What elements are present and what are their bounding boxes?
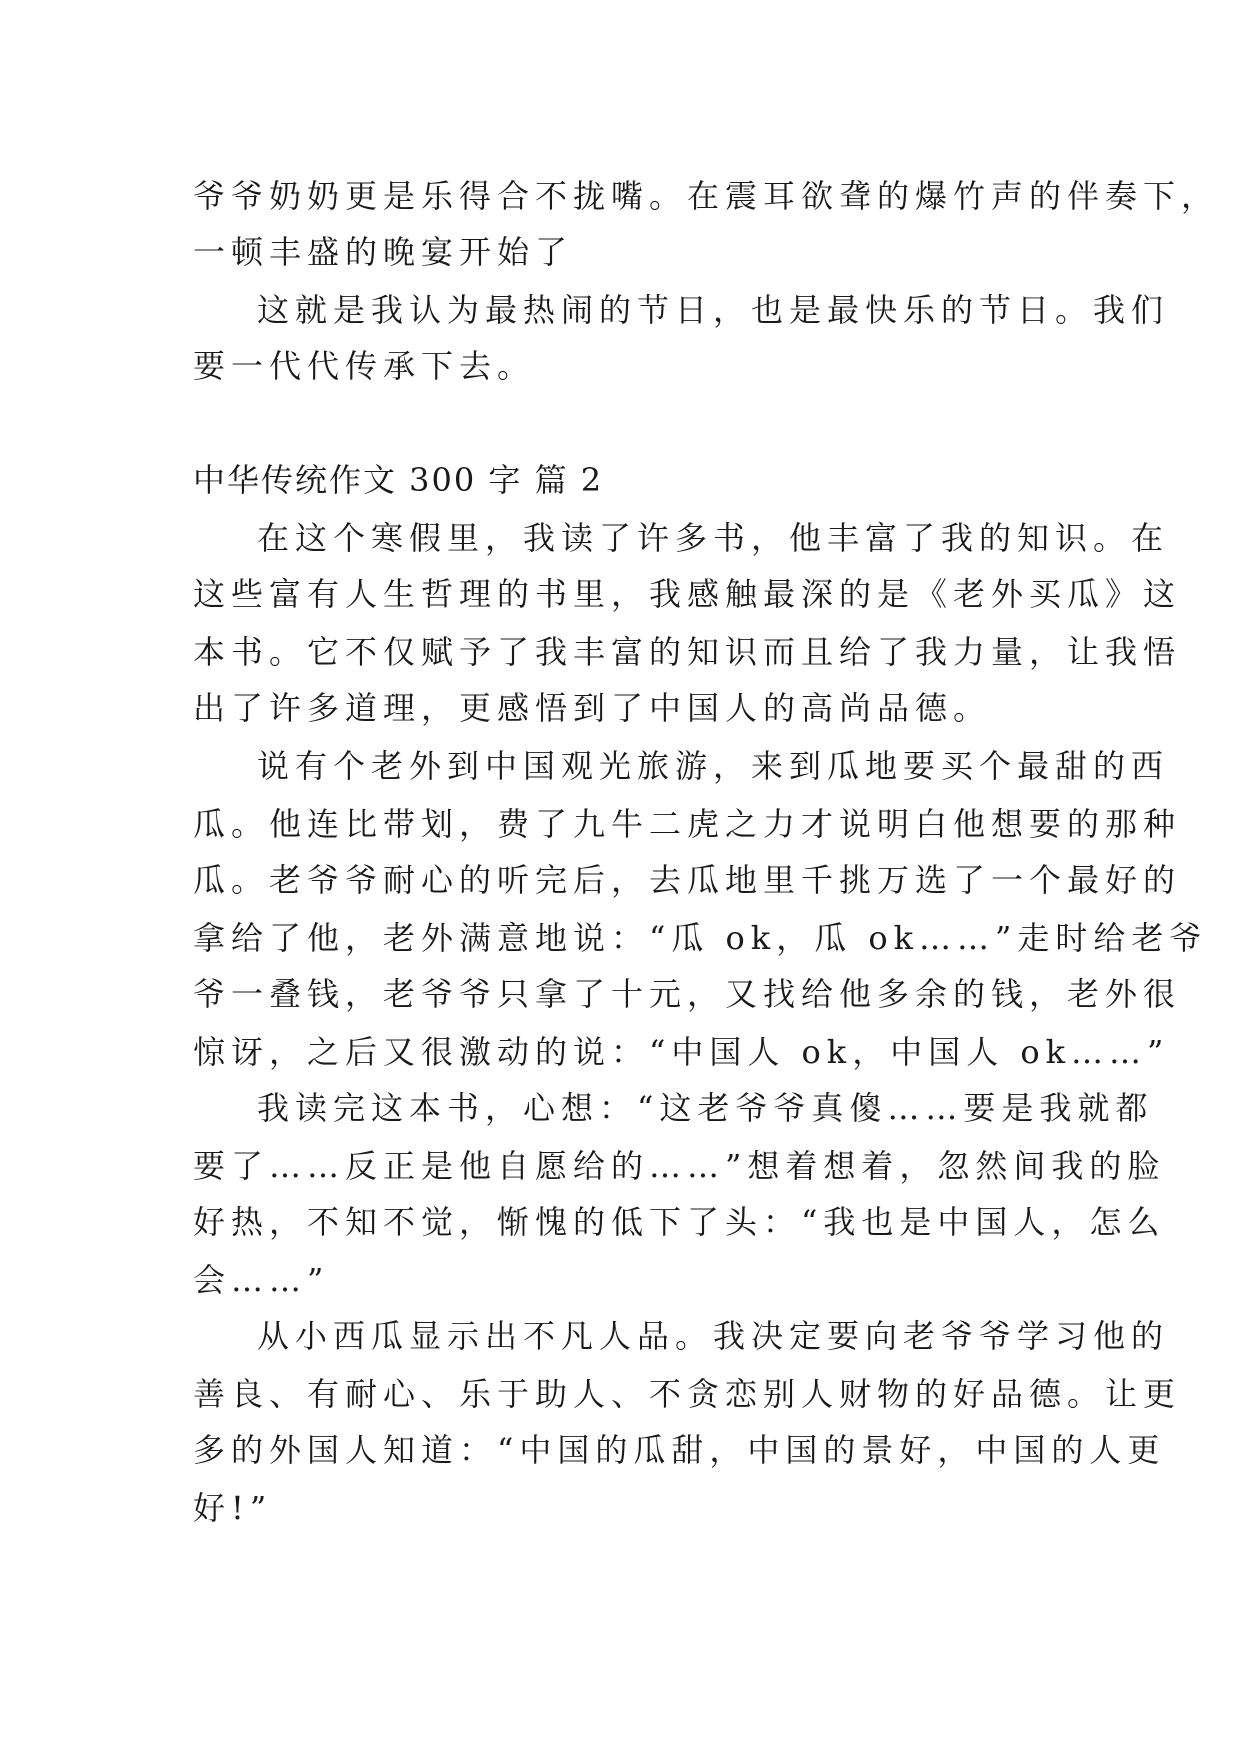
text-line: 瓜。他连比带划，费了九牛二虎之力才说明白他想要的那种 [193,805,1182,843]
text-line: 从小西瓜显示出不凡人品。我决定要向老爷爷学习他的 [257,1317,1170,1355]
text-line: 拿给了他，老外满意地说：“瓜 ok，瓜 ok……”走时给老爷 [193,919,1208,957]
text-line: 在这个寒假里，我读了许多书，他丰富了我的知识。在 [257,519,1170,557]
text-line: 本书。它不仅赋予了我丰富的知识而且给了我力量，让我悟 [193,633,1182,671]
text-line: 说有个老外到中国观光旅游，来到瓜地要买个最甜的西 [257,747,1170,785]
text-line: 惊讶，之后又很激动的说：“中国人 ok，中国人 ok……” [193,1033,1170,1071]
text-line: 这就是我认为最热闹的节日，也是最快乐的节日。我们 [257,291,1170,329]
text-line: 我读完这本书，心想：“这老爷爷真傻……要是我就都 [257,1089,1154,1127]
text-line: 出了许多道理，更感悟到了中国人的高尚品德。 [193,689,992,727]
text-line: 要了……反正是他自愿给的……”想着想着，忽然间我的脸 [193,1147,1166,1185]
text-line: 瓜。老爷爷耐心的听完后，去瓜地里千挑万选了一个最好的 [193,861,1182,899]
text-line: 要一代代传承下去。 [193,347,536,385]
text-line: 会……” [193,1261,330,1299]
text-line: 多的外国人知道：“中国的瓜甜，中国的景好，中国的人更 [193,1431,1166,1469]
text-line: 一顿丰盛的晚宴开始了 [193,233,574,271]
text-line: 好!” [193,1489,273,1527]
section-heading: 中华传统作文 300 字 篇 2 [193,461,604,499]
text-line: 好热，不知不觉，惭愧的低下了头：“我也是中国人，怎么 [193,1203,1166,1241]
text-line: 善良、有耐心、乐于助人、不贪恋别人财物的好品德。让更 [193,1375,1182,1413]
text-line: 这些富有人生哲理的书里，我感触最深的是《老外买瓜》这 [193,575,1182,613]
text-line: 爷爷奶奶更是乐得合不拢嘴。在震耳欲聋的爆竹声的伴奏下， [193,177,1220,215]
text-line: 爷一叠钱，老爷爷只拿了十元，又找给他多余的钱，老外很 [193,975,1182,1013]
